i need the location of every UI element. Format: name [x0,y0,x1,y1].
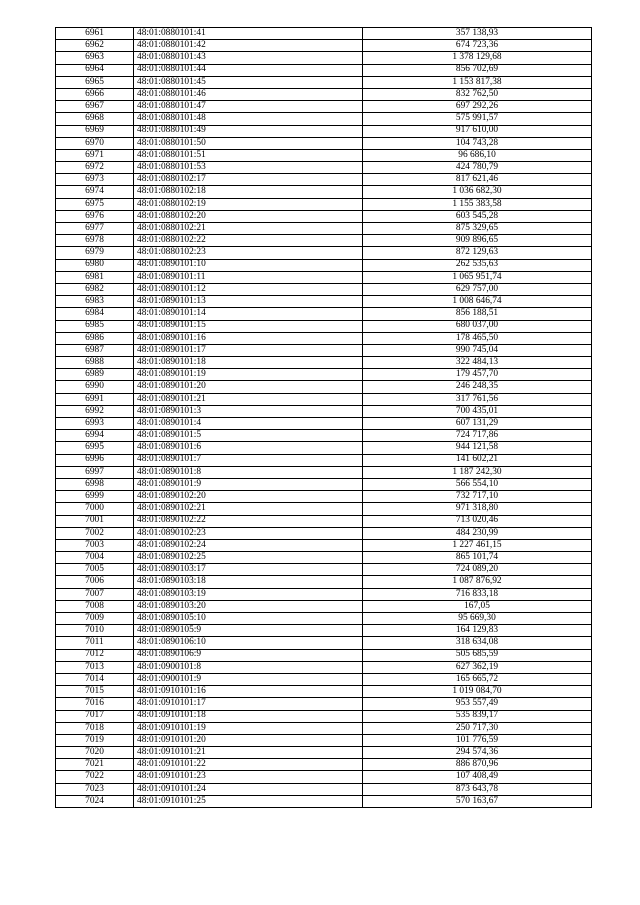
table-row [56,600,592,612]
table-body [56,28,592,808]
table-row [56,393,592,405]
table-row [56,588,592,600]
cadastral-value-cell: 101 776,59 [363,734,592,746]
table-row [56,576,592,588]
cadastral-number-cell: 48:01:0890106:9 [134,649,363,661]
row-number-cell: 6974 [56,186,134,198]
cadastral-number-cell: 48:01:0880101:45 [134,76,363,88]
cadastral-number-cell: 48:01:0890103:20 [134,600,363,612]
cadastral-value-cell: 607 131,29 [363,418,592,430]
cadastral-number-cell: 48:01:0890101:21 [134,393,363,405]
cadastral-number-cell: 48:01:0880102:23 [134,247,363,259]
row-number-cell: 6967 [56,101,134,113]
cadastral-value-table [55,27,592,808]
row-number-cell: 7017 [56,710,134,722]
cadastral-value-cell: 732 717,10 [363,491,592,503]
cadastral-number-cell: 48:01:0890103:18 [134,576,363,588]
table-row [56,296,592,308]
cadastral-number-cell: 48:01:0890105:9 [134,625,363,637]
cadastral-value-cell: 724 089,20 [363,564,592,576]
row-number-cell: 6962 [56,40,134,52]
row-number-cell: 7014 [56,673,134,685]
cadastral-number-cell: 48:01:0880101:41 [134,28,363,40]
row-number-cell: 6982 [56,283,134,295]
cadastral-value-cell: 873 643,78 [363,783,592,795]
cadastral-value-cell: 250 717,30 [363,722,592,734]
cadastral-value-cell: 953 557,49 [363,698,592,710]
table-row [56,320,592,332]
table-row [56,162,592,174]
cadastral-value-cell: 317 761,56 [363,393,592,405]
cadastral-value-cell: 971 318,80 [363,503,592,515]
row-number-cell: 6999 [56,491,134,503]
cadastral-number-cell: 48:01:0890101:6 [134,442,363,454]
table-row [56,637,592,649]
table-row [56,795,592,807]
table-row [56,235,592,247]
table-row [56,747,592,759]
cadastral-number-cell: 48:01:0890102:21 [134,503,363,515]
cadastral-value-cell: 865 101,74 [363,552,592,564]
row-number-cell: 7015 [56,686,134,698]
cadastral-number-cell: 48:01:0880101:46 [134,88,363,100]
cadastral-value-cell: 917 610,00 [363,125,592,137]
cadastral-value-cell: 909 896,65 [363,235,592,247]
row-number-cell: 6969 [56,125,134,137]
cadastral-value-cell: 872 129,63 [363,247,592,259]
row-number-cell: 6995 [56,442,134,454]
table-row [56,478,592,490]
cadastral-number-cell: 48:01:0890105:10 [134,613,363,625]
cadastral-number-cell: 48:01:0880101:50 [134,137,363,149]
row-number-cell: 7007 [56,588,134,600]
table-row [56,722,592,734]
row-number-cell: 6970 [56,137,134,149]
table-row [56,271,592,283]
row-number-cell: 6973 [56,174,134,186]
cadastral-value-cell: 1 155 383,58 [363,198,592,210]
cadastral-value-cell: 505 685,59 [363,649,592,661]
cadastral-number-cell: 48:01:0880102:20 [134,210,363,222]
cadastral-value-cell: 167,05 [363,600,592,612]
row-number-cell: 6994 [56,430,134,442]
cadastral-value-cell: 107 408,49 [363,771,592,783]
cadastral-value-cell: 1 019 084,70 [363,686,592,698]
cadastral-value-cell: 724 717,86 [363,430,592,442]
row-number-cell: 6988 [56,357,134,369]
cadastral-number-cell: 48:01:0890101:20 [134,381,363,393]
table-row [56,283,592,295]
cadastral-value-cell: 164 129,83 [363,625,592,637]
table-row [56,308,592,320]
cadastral-number-cell: 48:01:0890102:22 [134,515,363,527]
table-row [56,783,592,795]
cadastral-number-cell: 48:01:0880101:48 [134,113,363,125]
row-number-cell: 7016 [56,698,134,710]
cadastral-value-cell: 1 187 242,30 [363,466,592,478]
table-row [56,686,592,698]
table-row [56,52,592,64]
table-row [56,247,592,259]
table-row [56,673,592,685]
cadastral-number-cell: 48:01:0890101:3 [134,405,363,417]
table-row [56,88,592,100]
cadastral-number-cell: 48:01:0910101:21 [134,747,363,759]
row-number-cell: 6985 [56,320,134,332]
row-number-cell: 6992 [56,405,134,417]
row-number-cell: 7023 [56,783,134,795]
cadastral-number-cell: 48:01:0890101:7 [134,454,363,466]
cadastral-number-cell: 48:01:0910101:25 [134,795,363,807]
cadastral-number-cell: 48:01:0880102:21 [134,223,363,235]
table-row [56,564,592,576]
row-number-cell: 7002 [56,527,134,539]
row-number-cell: 6983 [56,296,134,308]
table-row [56,210,592,222]
cadastral-number-cell: 48:01:0910101:17 [134,698,363,710]
cadastral-value-cell: 575 991,57 [363,113,592,125]
table-row [56,734,592,746]
row-number-cell: 7010 [56,625,134,637]
row-number-cell: 6961 [56,28,134,40]
table-row [56,430,592,442]
cadastral-value-cell: 1 087 876,92 [363,576,592,588]
cadastral-number-cell: 48:01:0890101:4 [134,418,363,430]
row-number-cell: 6964 [56,64,134,76]
table-row [56,125,592,137]
cadastral-value-cell: 875 329,65 [363,223,592,235]
cadastral-number-cell: 48:01:0890102:20 [134,491,363,503]
cadastral-number-cell: 48:01:0890101:5 [134,430,363,442]
cadastral-number-cell: 48:01:0900101:9 [134,673,363,685]
table-row [56,405,592,417]
cadastral-number-cell: 48:01:0880102:18 [134,186,363,198]
cadastral-value-cell: 680 037,00 [363,320,592,332]
row-number-cell: 7000 [56,503,134,515]
row-number-cell: 7021 [56,759,134,771]
row-number-cell: 7024 [56,795,134,807]
cadastral-value-cell: 1 008 646,74 [363,296,592,308]
row-number-cell: 6987 [56,344,134,356]
cadastral-value-cell: 990 745,04 [363,344,592,356]
row-number-cell: 6963 [56,52,134,64]
cadastral-number-cell: 48:01:0890103:17 [134,564,363,576]
cadastral-number-cell: 48:01:0890101:16 [134,332,363,344]
cadastral-value-cell: 322 484,13 [363,357,592,369]
cadastral-number-cell: 48:01:0910101:18 [134,710,363,722]
cadastral-value-cell: 566 554,10 [363,478,592,490]
row-number-cell: 7005 [56,564,134,576]
row-number-cell: 6968 [56,113,134,125]
table-row [56,771,592,783]
row-number-cell: 7018 [56,722,134,734]
cadastral-value-cell: 886 870,96 [363,759,592,771]
cadastral-number-cell: 48:01:0910101:23 [134,771,363,783]
cadastral-number-cell: 48:01:0890101:15 [134,320,363,332]
table-row [56,369,592,381]
table-row [56,149,592,161]
table-row [56,527,592,539]
cadastral-number-cell: 48:01:0890102:25 [134,552,363,564]
row-number-cell: 6984 [56,308,134,320]
row-number-cell: 7020 [56,747,134,759]
table-row [56,613,592,625]
row-number-cell: 6972 [56,162,134,174]
table-row [56,381,592,393]
cadastral-value-cell: 817 621,46 [363,174,592,186]
cadastral-value-cell: 424 780,79 [363,162,592,174]
row-number-cell: 6976 [56,210,134,222]
cadastral-value-cell: 856 188,51 [363,308,592,320]
table-row [56,503,592,515]
row-number-cell: 6979 [56,247,134,259]
row-number-cell: 7019 [56,734,134,746]
table-row [56,64,592,76]
row-number-cell: 6971 [56,149,134,161]
cadastral-number-cell: 48:01:0890101:8 [134,466,363,478]
row-number-cell: 6998 [56,478,134,490]
table-row [56,625,592,637]
cadastral-number-cell: 48:01:0890101:10 [134,259,363,271]
cadastral-number-cell: 48:01:0910101:19 [134,722,363,734]
row-number-cell: 6986 [56,332,134,344]
cadastral-number-cell: 48:01:0880101:53 [134,162,363,174]
table-row [56,28,592,40]
cadastral-value-cell: 570 163,67 [363,795,592,807]
cadastral-value-cell: 1 036 682,30 [363,186,592,198]
cadastral-value-cell: 700 435,01 [363,405,592,417]
cadastral-number-cell: 48:01:0880102:22 [134,235,363,247]
table-row [56,759,592,771]
cadastral-value-cell: 1 065 951,74 [363,271,592,283]
cadastral-number-cell: 48:01:0890101:13 [134,296,363,308]
row-number-cell: 6997 [56,466,134,478]
cadastral-value-cell: 1 227 461,15 [363,539,592,551]
row-number-cell: 7004 [56,552,134,564]
row-number-cell: 6996 [56,454,134,466]
cadastral-value-cell: 96 686,10 [363,149,592,161]
cadastral-number-cell: 48:01:0890102:23 [134,527,363,539]
row-number-cell: 6981 [56,271,134,283]
table-row [56,101,592,113]
row-number-cell: 6965 [56,76,134,88]
cadastral-number-cell: 48:01:0890101:11 [134,271,363,283]
cadastral-value-cell: 484 230,99 [363,527,592,539]
cadastral-value-cell: 535 839,17 [363,710,592,722]
cadastral-number-cell: 48:01:0890103:19 [134,588,363,600]
cadastral-number-cell: 48:01:0890101:18 [134,357,363,369]
table-row [56,710,592,722]
table-row [56,442,592,454]
row-number-cell: 6975 [56,198,134,210]
table-row [56,113,592,125]
cadastral-value-cell: 856 702,69 [363,64,592,76]
cadastral-value-cell: 104 743,28 [363,137,592,149]
cadastral-number-cell: 48:01:0890101:17 [134,344,363,356]
cadastral-number-cell: 48:01:0910101:24 [134,783,363,795]
cadastral-number-cell: 48:01:0890102:24 [134,539,363,551]
row-number-cell: 6966 [56,88,134,100]
cadastral-value-cell: 179 457,70 [363,369,592,381]
row-number-cell: 7022 [56,771,134,783]
cadastral-value-cell: 178 465,50 [363,332,592,344]
cadastral-value-cell: 141 602,21 [363,454,592,466]
cadastral-value-cell: 294 574,36 [363,747,592,759]
cadastral-value-cell: 716 833,18 [363,588,592,600]
table-row [56,454,592,466]
row-number-cell: 7006 [56,576,134,588]
cadastral-number-cell: 48:01:0880101:44 [134,64,363,76]
table-row [56,198,592,210]
table-row [56,357,592,369]
table-row [56,491,592,503]
cadastral-value-cell: 262 535,63 [363,259,592,271]
row-number-cell: 7008 [56,600,134,612]
row-number-cell: 6989 [56,369,134,381]
cadastral-value-cell: 1 378 129,68 [363,52,592,64]
cadastral-number-cell: 48:01:0890101:12 [134,283,363,295]
cadastral-value-cell: 357 138,93 [363,28,592,40]
table-row [56,259,592,271]
cadastral-number-cell: 48:01:0880102:19 [134,198,363,210]
cadastral-number-cell: 48:01:0890101:14 [134,308,363,320]
cadastral-number-cell: 48:01:0880101:47 [134,101,363,113]
cadastral-number-cell: 48:01:0890101:9 [134,478,363,490]
table-row [56,40,592,52]
cadastral-value-cell: 603 545,28 [363,210,592,222]
table-row [56,332,592,344]
table-row [56,174,592,186]
cadastral-value-cell: 165 665,72 [363,673,592,685]
table-row [56,76,592,88]
cadastral-number-cell: 48:01:0910101:16 [134,686,363,698]
cadastral-value-cell: 832 762,50 [363,88,592,100]
cadastral-number-cell: 48:01:0880101:42 [134,40,363,52]
table-row [56,698,592,710]
cadastral-value-cell: 713 020,46 [363,515,592,527]
table-row [56,186,592,198]
table-row [56,649,592,661]
cadastral-value-cell: 629 757,00 [363,283,592,295]
cadastral-value-cell: 246 248,35 [363,381,592,393]
table-row [56,418,592,430]
row-number-cell: 7012 [56,649,134,661]
table-row [56,661,592,673]
row-number-cell: 6977 [56,223,134,235]
table-row [56,223,592,235]
table-row [56,539,592,551]
cadastral-number-cell: 48:01:0880101:49 [134,125,363,137]
cadastral-number-cell: 48:01:0890101:19 [134,369,363,381]
cadastral-value-cell: 1 153 817,38 [363,76,592,88]
table-row [56,552,592,564]
cadastral-value-cell: 674 723,36 [363,40,592,52]
row-number-cell: 6978 [56,235,134,247]
cadastral-number-cell: 48:01:0910101:20 [134,734,363,746]
cadastral-value-cell: 627 362,19 [363,661,592,673]
row-number-cell: 6990 [56,381,134,393]
table-row [56,137,592,149]
row-number-cell: 6980 [56,259,134,271]
cadastral-number-cell: 48:01:0900101:8 [134,661,363,673]
cadastral-value-cell: 95 669,30 [363,613,592,625]
cadastral-number-cell: 48:01:0890106:10 [134,637,363,649]
row-number-cell: 7003 [56,539,134,551]
row-number-cell: 7009 [56,613,134,625]
cadastral-value-cell: 944 121,58 [363,442,592,454]
row-number-cell: 7013 [56,661,134,673]
table-row [56,344,592,356]
cadastral-value-cell: 318 634,08 [363,637,592,649]
cadastral-value-cell: 697 292,26 [363,101,592,113]
table-row [56,515,592,527]
row-number-cell: 7011 [56,637,134,649]
cadastral-number-cell: 48:01:0880101:43 [134,52,363,64]
cadastral-number-cell: 48:01:0880101:51 [134,149,363,161]
row-number-cell: 7001 [56,515,134,527]
row-number-cell: 6993 [56,418,134,430]
cadastral-number-cell: 48:01:0880102:17 [134,174,363,186]
cadastral-number-cell: 48:01:0910101:22 [134,759,363,771]
row-number-cell: 6991 [56,393,134,405]
table-row [56,466,592,478]
